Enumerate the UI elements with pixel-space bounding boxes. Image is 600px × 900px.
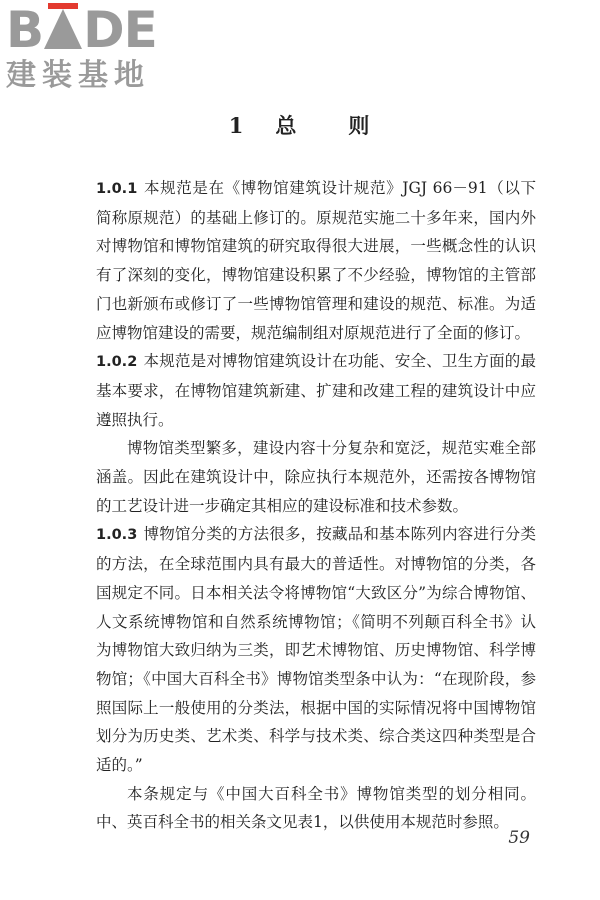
logo-subtitle: 建装基地	[6, 58, 150, 93]
paragraph-text: 本规范是在《博物馆建筑设计规范》JGJ 66－91（以下简称原规范）的基础上修订的。原规范实施二十多年来，国内外对博物馆和博物馆建筑的研究取得很大进展，一些概念性的认识有了深刻的变化，博物馆建设积累了不少经验，博物馆的主管部门也新颁布或修订了一些博物馆管理和建设的规范、标准。为适应博物馆建设的需要，规范编制组对原规范进行了全面的修订。	[96, 179, 536, 342]
body-text	[96, 174, 536, 837]
clause-number: 1.0.1	[96, 181, 138, 197]
paragraph-text: 博物馆分类的方法很多，按藏品和基本陈列内容进行分类的方法，在全球范围内具有最大的普适性。对博物馆的分类，各国规定不同。日本相关法令将博物馆“大致区分”为综合博物馆、人文系统博物馆和自然系统博物馆；《简明不列颠百科全书》认为博物馆大致归纳为三类，即艺术博物馆、历史博物馆、科学博物馆；《中国大百科全书》博物馆类型条中认为：“在现阶段，参照国际上一般使用的分类法，根据中国的实际情况将中国博物馆划分为历史类、艺术类、科学与技术类、综合类这四种类型是合适的。”	[96, 525, 536, 775]
logo-a-mark-icon	[44, 5, 82, 49]
chapter-title-char-1: 总	[275, 113, 299, 138]
clause-number: 1.0.2	[96, 354, 138, 371]
page-number: 59	[508, 828, 530, 848]
paragraph-text: 博物馆类型繁多，建设内容十分复杂和宽泛，规范实难全部涵盖。因此在建筑设计中，除应执行本规范外，还需按各博物馆的工艺设计进一步确定其相应的建设标准和技术参数。	[96, 439, 536, 515]
paragraph	[96, 434, 536, 520]
paragraph-text: 本规范是对博物馆建筑设计在功能、安全、卫生方面的最基本要求，在博物馆建筑新建、扩建和改建工程的建筑设计中应遵照执行。	[96, 352, 536, 429]
bade-logo	[6, 1, 176, 96]
chapter-title	[0, 110, 600, 140]
clause-paragraph	[96, 347, 536, 434]
paragraph	[96, 780, 536, 837]
logo-letters-start: B	[6, 1, 44, 59]
clause-paragraph	[96, 520, 536, 779]
clause-number: 1.0.3	[96, 527, 138, 544]
clause-paragraph	[96, 174, 536, 347]
logo-letters-end: DE	[83, 1, 157, 59]
logo-wordmark	[6, 1, 176, 59]
chapter-title-char-2: 则	[348, 113, 372, 138]
chapter-number: 1	[228, 113, 246, 138]
paragraph-text: 本条规定与《中国大百科全书》博物馆类型的划分相同。中、英百科全书的相关条文见表1，以供使用本规范时参照。	[96, 784, 536, 832]
